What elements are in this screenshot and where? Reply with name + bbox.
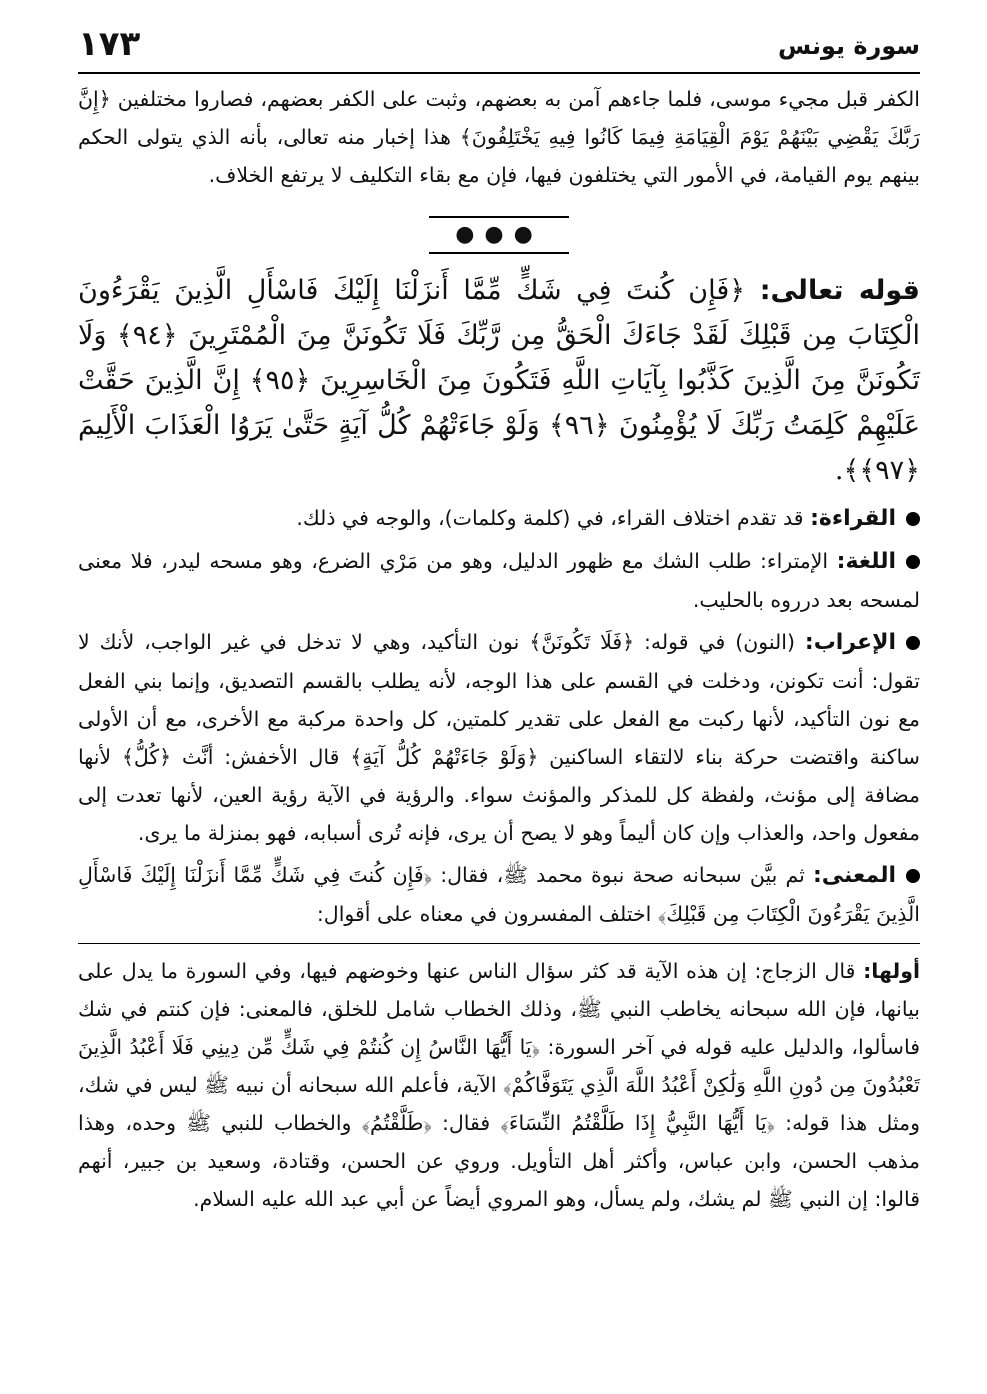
verse-text: ﴿فَإِن كُنتَ فِي شَكٍّ مِّمَّا أَنزَلْنَا إِلَيْكَ فَاسْأَلِ الَّذِينَ يَقْرَءُونَ الْكِتَابَ مِن قَبْلِكَ لَقَدْ جَاءَكَ الْحَقُّ مِن رَّبِّكَ فَلَا تَكُونَنَّ مِنَ الْمُمْتَرِينَ ﴿٩٤﴾ وَلَا تَكُونَنَّ مِنَ الَّذِينَ كَذَّبُوا بِآيَاتِ اللَّهِ فَتَكُونَ مِنَ الْخَاسِرِينَ ﴿٩٥﴾ إِنَّ الَّذِينَ حَقَّتْ عَلَيْهِمْ كَلِمَتُ رَبِّكَ لَا يُؤْمِنُونَ ﴿٩٦﴾ وَلَوْ جَاءَتْهُمْ كُلُّ آيَةٍ حَتَّىٰ يَرَوُا الْعَذَابَ الْأَلِيمَ ﴿٩٧﴾﴾. xyxy=(78,275,920,486)
section-maana xyxy=(78,856,920,933)
section-text: قد تقدم اختلاف القراء، في (كلمة وكلمات)، والوجه في ذلك. xyxy=(296,506,804,530)
section-text: (النون) في قوله: ﴿فَلَا تَكُونَنَّ﴾ نون التأكيد، وهي لا تدخل في غير الواجب، لأنك لا تقول: أنت تكونن، ودخلت في القسم على هذا الوجه، لأنه يطلب بالقسم التصديق، وإنما بني الفعل مع نون التأكيد، لأنها ركبت مع الفعل على تقدير كلمتين، كل واحدة مركبة مع الأخرى، مع أن الأولى ساكنة واقتضت حركة بناء لالتقاء الساكنين ﴿وَلَوْ جَاءَتْهُمْ كُلُّ آيَةٍ﴾ قال الأخفش: أنَّث ﴿كُلُّ﴾ لأنها مضافة إلى مؤنث، ولفظة كل للمذكر والمؤنث سواء. والرؤية في الآية رؤية العين، لأنها تعدت إلى مفعول واحد، والعذاب وإن كان أليماً وهو لا يصح أن يرى، فإنه تُرى أسبابه، فهو بمنزلة ما يرى. xyxy=(78,630,920,845)
section-heading: القراءة: xyxy=(810,506,896,531)
divider-bottom-rule xyxy=(429,252,569,254)
section-text: ثم بيَّن سبحانه صحة نبوة محمد ﷺ، فقال: ﴿فَإِن كُنتَ فِي شَكٍّ مِّمَّا أَنزَلْنَا إِلَيْكَ فَاسْأَلِ الَّذِينَ يَقْرَءُونَ الْكِتَابَ مِن قَبْلِكَ﴾ اختلف المفسرون في معناه على أقوال: xyxy=(78,863,920,926)
horizontal-rule xyxy=(78,943,920,944)
surah-title: سورة يونس xyxy=(778,32,920,60)
section-heading: المعنى: xyxy=(812,863,896,888)
opinion-text: قال الزجاج: إن هذه الآية قد كثر سؤال الناس عنها وخوضهم فيها، وفي السورة ما يدل على بيانها، فإن الله سبحانه يخاطب النبي ﷺ، وذلك الخطاب شامل للخلق، فالمعنى: فإن كنتم في شك فاسألوا، والدليل عليه قوله في آخر السورة: ﴿يَا أَيُّهَا النَّاسُ إِن كُنتُمْ فِي شَكٍّ مِّن دِينِي فَلَا أَعْبُدُ الَّذِينَ تَعْبُدُونَ مِن دُونِ اللَّهِ وَلَٰكِنْ أَعْبُدُ اللَّهَ الَّذِي يَتَوَفَّاكُمْ﴾ الآية، فأعلم الله سبحانه أن نبيه ﷺ ليس في شك، ومثل هذا قوله: ﴿يَا أَيُّهَا النَّبِيُّ إِذَا طَلَّقْتُمُ النِّسَاءَ﴾ فقال: ﴿طَلَّقْتُمُ﴾ والخطاب للنبي ﷺ وحده، وهذا مذهب الحسن، وابن عباس، وأكثر أهل التأويل. وروي عن الحسن، وقتادة، وسعيد بن جبير، أنهم قالوا: إن النبي ﷺ لم يشك، ولم يسأل، وهو المروي أيضاً عن أبي عبد الله عليه السلام. xyxy=(78,959,920,1211)
book-page xyxy=(78,22,920,1218)
bullet-icon xyxy=(906,555,920,569)
bullet-icon xyxy=(906,512,920,526)
first-opinion-paragraph xyxy=(78,952,920,1218)
section-lugha xyxy=(78,542,920,619)
verse-label: قوله تعالى: xyxy=(759,275,920,306)
bullet-icon xyxy=(906,636,920,650)
opinion-heading: أولها: xyxy=(863,959,920,983)
section-qiraa xyxy=(78,499,920,538)
page-number: ١٧٣ xyxy=(78,24,141,64)
section-text: الإمتراء: طلب الشك مع ظهور الدليل، وهو من مَرْي الضرع، وهو مسحه ليدر، فلا معنى لمسحه بعد درروه بالحليب. xyxy=(78,549,920,612)
section-divider xyxy=(429,216,569,254)
bullet-icon xyxy=(906,869,920,883)
section-heading: اللغة: xyxy=(836,549,896,574)
section-irab xyxy=(78,623,920,852)
page-header xyxy=(78,22,920,74)
divider-dots: ●●● xyxy=(455,222,543,247)
intro-paragraph: الكفر قبل مجيء موسى، فلما جاءهم آمن به بعضهم، وثبت على الكفر بعضهم، فصاروا مختلفين ﴿إِنَّ رَبَّكَ يَقْضِي بَيْنَهُمْ يَوْمَ الْقِيَامَةِ فِيمَا كَانُوا فِيهِ يَخْتَلِفُونَ﴾ هذا إخبار منه تعالى، بأنه الذي يتولى الحكم بينهم يوم القيامة، في الأمور التي يختلفون فيها، فإن مع بقاء التكليف لا يرتفع الخلاف. xyxy=(78,87,920,187)
section-heading: الإعراب: xyxy=(804,630,896,655)
quran-verse-block xyxy=(78,268,920,493)
